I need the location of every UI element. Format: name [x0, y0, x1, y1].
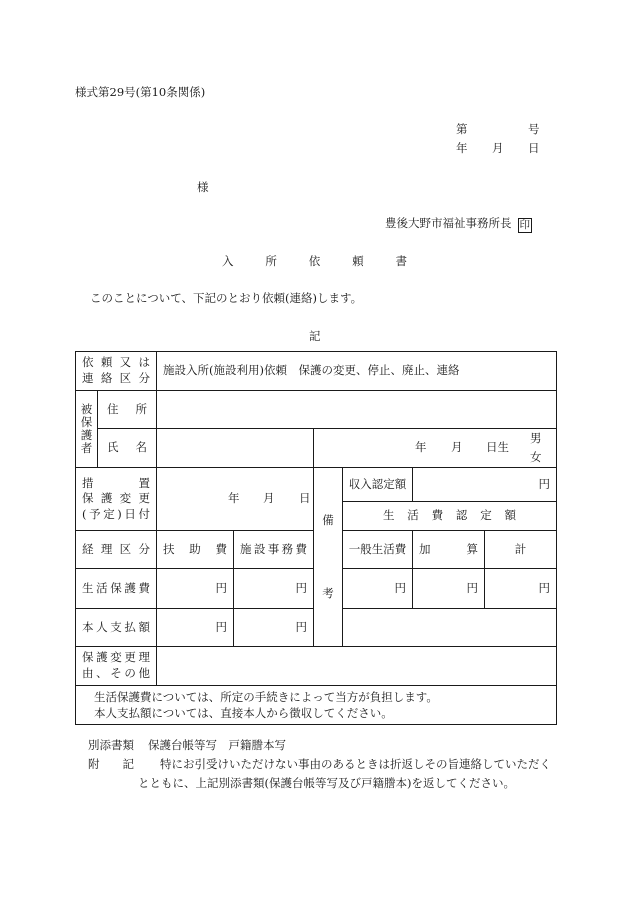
fujo-header: 扶助費	[157, 531, 234, 569]
row-measure-date-a	[76, 468, 557, 502]
row-request-type	[76, 352, 557, 391]
attachments-value: 保護台帳等写 戸籍謄本写	[148, 738, 286, 752]
row-address	[76, 391, 557, 429]
birth-year: 年	[415, 440, 427, 454]
living-cost-cert-header: 生活費認定額	[343, 502, 557, 531]
birth-month: 月	[451, 440, 463, 454]
address-field[interactable]	[157, 391, 557, 429]
reason-label: 保護変更理 由、その他	[76, 647, 157, 686]
shisetsu-header: 施設事務費	[234, 531, 314, 569]
address-label: 住所	[98, 391, 157, 429]
hihogosha-label: 被 保 護 者	[76, 391, 98, 468]
measure-day: 日	[299, 491, 311, 505]
ki-label: 記	[309, 329, 321, 343]
row-reason	[76, 647, 557, 686]
date-month: 月	[492, 141, 504, 155]
welfare-kasan-value[interactable]: 円	[413, 569, 485, 609]
measure-date-value[interactable]	[157, 468, 314, 531]
title-char: 依	[308, 254, 321, 268]
self-pay-fujo-value[interactable]: 円	[157, 609, 234, 647]
sex-female: 女	[530, 450, 542, 464]
date-day: 日	[528, 141, 540, 155]
income-cert-label: 収入認定額	[343, 468, 413, 502]
title-char: 入	[222, 254, 234, 268]
measure-date-label: 措置 保護変更 (予定)日付	[76, 468, 157, 531]
welfare-shisetsu-value[interactable]: 円	[234, 569, 314, 609]
self-pay-blank	[343, 609, 557, 647]
notes-cell	[76, 686, 557, 725]
row-name	[76, 429, 557, 468]
form-number: 様式第29号(第10条関係)	[75, 85, 206, 99]
intro-text: このことについて、下記のとおり依頼(連絡)します。	[90, 291, 363, 305]
addressee-sama: 様	[197, 180, 209, 194]
note-line-1: 生活保護費については、所定の手続きによって当方が負担します。	[94, 690, 438, 704]
fuki-line-2: とともに、上記別添書類(保護台帳等写及び戸籍謄本)を返してください。	[138, 776, 515, 790]
kasan-header: 加算	[413, 531, 485, 569]
note-line-2: 本人支払額については、直接本人から徴収してください。	[94, 706, 393, 721]
request-form-table	[75, 351, 557, 725]
fuki-label: 附 記	[88, 757, 134, 771]
issuer	[385, 218, 532, 233]
title-char: 書	[395, 254, 407, 268]
measure-month: 月	[263, 491, 275, 505]
accounting-label: 経理区分	[76, 531, 157, 569]
self-pay-shisetsu-value[interactable]: 円	[234, 609, 314, 647]
welfare-fujo-value[interactable]: 円	[157, 569, 234, 609]
document-title	[222, 256, 407, 268]
measure-year: 年	[228, 491, 240, 505]
birth-day: 日生	[486, 440, 509, 454]
reason-field[interactable]	[157, 647, 557, 686]
doc-number-dai: 第	[456, 122, 468, 136]
birth-date-cell	[314, 429, 557, 468]
row-notes	[76, 686, 557, 725]
title-char: 所	[265, 254, 277, 268]
welfare-kei-value[interactable]: 円	[485, 569, 557, 609]
sex-male: 男	[530, 431, 542, 445]
income-cert-value[interactable]: 円	[413, 468, 557, 502]
fuki-line-1: 特にお引受けいただけない事由のあるときは折返しその旨連絡していただく	[160, 757, 551, 771]
ippan-header: 一般生活費	[343, 531, 413, 569]
issuer-name: 豊後大野市福祉事務所長	[385, 216, 512, 230]
date-year: 年	[456, 141, 468, 155]
seal-mark: 印	[519, 219, 530, 231]
kei-header: 計	[485, 531, 557, 569]
title-char: 頼	[352, 254, 364, 268]
welfare-ippan-value[interactable]: 円	[343, 569, 413, 609]
name-label: 氏名	[98, 429, 157, 468]
request-type-label: 依頼又は 連絡区分	[76, 352, 157, 391]
request-type-value: 施設入所(施設利用)依頼 保護の変更、停止、廃止、連絡	[157, 352, 557, 391]
biko-label: 備 考	[314, 468, 343, 647]
attachments-label: 別添書類	[88, 738, 134, 752]
welfare-cost-label: 生活保護費	[76, 569, 157, 609]
name-field[interactable]	[157, 429, 314, 468]
doc-number-go: 号	[528, 122, 540, 136]
self-pay-label: 本人支払額	[76, 609, 157, 647]
